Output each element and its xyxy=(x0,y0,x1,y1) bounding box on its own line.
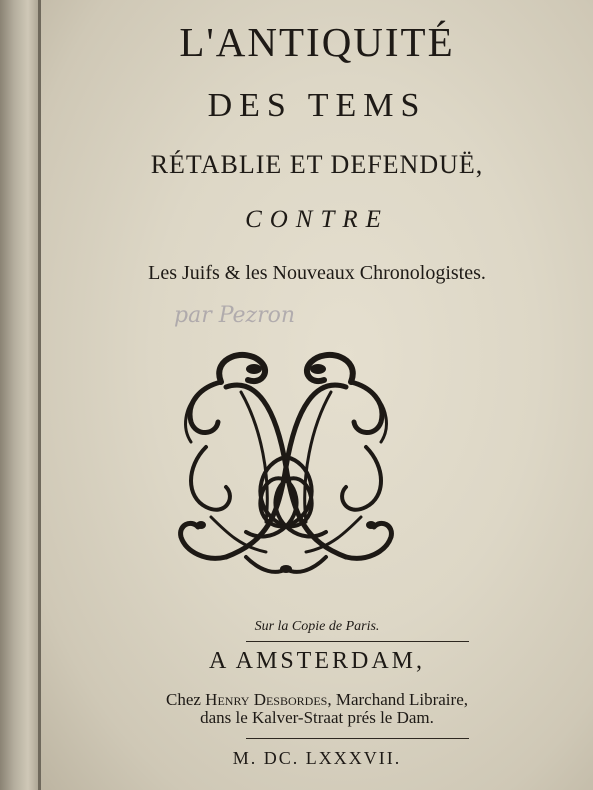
title-line-3: RÉTABLIE ET DEFENDUË, xyxy=(150,150,484,179)
imprint-address: dans le Kalver-Straat prés le Dam. xyxy=(200,708,434,727)
handwritten-note: par Pezron xyxy=(174,303,296,328)
title-line-4: CONTRE xyxy=(245,206,389,233)
imprint-publisher-line xyxy=(41,690,593,710)
book-spine xyxy=(0,0,40,790)
title-page xyxy=(41,0,593,790)
publisher-name: Henry Desbordes, xyxy=(205,690,332,709)
title-line-1: L'ANTIQUITÉ xyxy=(179,19,455,65)
publisher-suffix: Marchand Libraire, xyxy=(335,690,468,709)
imprint-rule-top xyxy=(246,641,469,642)
title-line-2: DES TEMS xyxy=(207,87,427,124)
interlaced-monogram-ornament-icon xyxy=(166,347,406,579)
imprint-date: M. DC. LXXXVII. xyxy=(232,748,402,768)
publisher-prefix: Chez xyxy=(165,690,201,709)
imprint-city: A AMSTERDAM, xyxy=(208,648,426,674)
title-line-5: Les Juifs & les Nouveaux Chronologistes. xyxy=(148,262,486,284)
imprint-copy-note: Sur la Copie de Paris. xyxy=(254,619,380,634)
imprint-rule-bottom xyxy=(246,738,469,739)
